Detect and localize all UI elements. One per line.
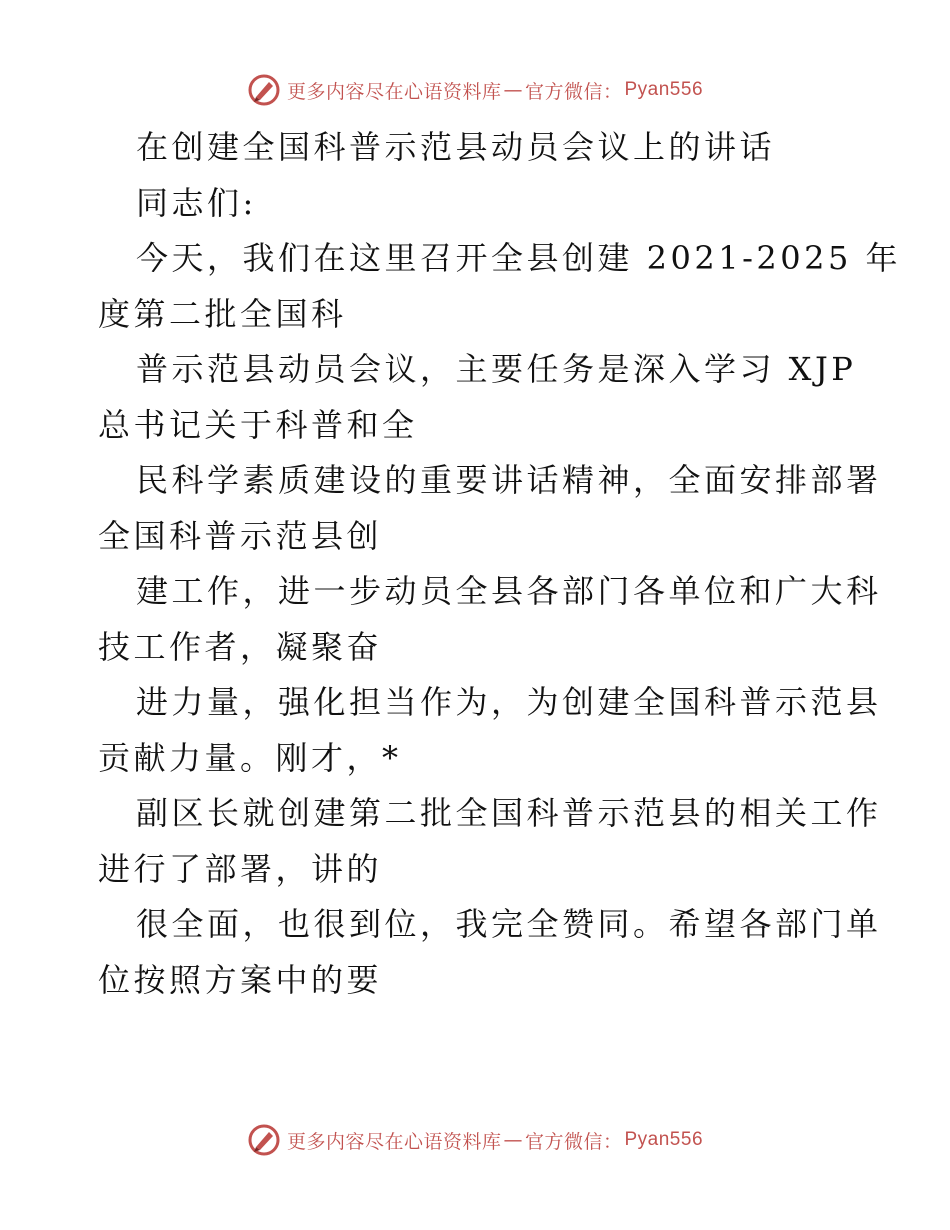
paragraph-line: 总书记关于科普和全 — [98, 405, 418, 444]
footer-banner — [0, 1120, 950, 1160]
paragraph-line: 位按照方案中的要 — [98, 960, 383, 999]
salutation: 同志们: — [136, 183, 257, 222]
document-body — [98, 120, 902, 1008]
banner-separator: — — [503, 1129, 523, 1151]
paragraph-line: 很全面，也很到位，我完全赞同。希望各部门单 — [136, 905, 882, 943]
banner-wechat-label: 官方微信： — [524, 1130, 623, 1153]
paragraph-line: 进力量，强化担当作为，为创建全国科普示范县 — [136, 683, 882, 721]
paragraph-line: 技工作者，凝聚奋 — [98, 627, 383, 666]
banner-separator: — — [503, 79, 523, 101]
paragraph-line: 普示范县动员会议，主要任务是深入学习 XJP — [136, 350, 857, 388]
paragraph-line: 副区长就创建第二批全国科普示范县的相关工作 — [136, 794, 882, 832]
banner-wechat-label: 官方微信： — [524, 80, 623, 103]
paragraph-line: 进行了部署，讲的 — [98, 849, 383, 888]
banner-text: 更多内容尽在心语资料库 — [286, 1130, 502, 1153]
paragraph-line: 贡献力量。刚才，* — [98, 738, 402, 777]
pen-logo-icon — [247, 1123, 281, 1157]
banner-text: 更多内容尽在心语资料库 — [286, 80, 502, 103]
banner-wechat-id: Pyan556 — [624, 1129, 704, 1150]
pen-logo-icon — [247, 73, 281, 107]
banner-wechat-id: Pyan556 — [624, 79, 704, 100]
paragraph-line: 建工作，进一步动员全县各部门各单位和广大科 — [136, 572, 882, 610]
paragraph-line: 全国科普示范县创 — [98, 516, 383, 555]
header-banner — [0, 70, 950, 110]
paragraph-line: 今天，我们在这里召开全县创建 2021-2025 年 — [136, 239, 902, 277]
document-title: 在创建全国科普示范县动员会议上的讲话 — [136, 128, 776, 166]
paragraph-line: 度第二批全国科 — [98, 294, 347, 333]
paragraph-line: 民科学素质建设的重要讲话精神，全面安排部署 — [136, 461, 882, 499]
